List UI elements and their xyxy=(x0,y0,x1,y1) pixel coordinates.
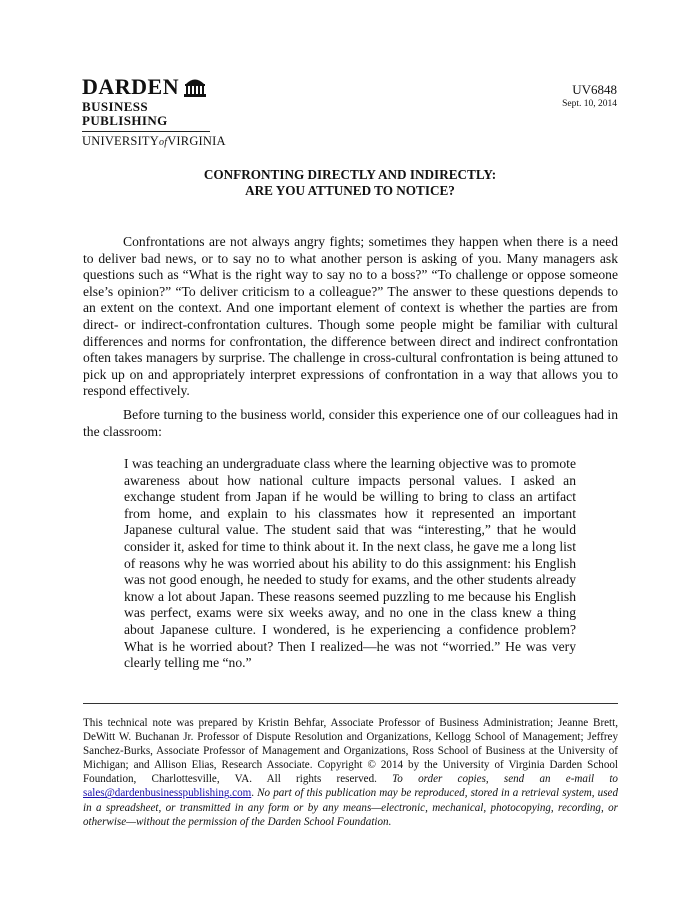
rotunda-icon xyxy=(183,75,207,97)
footnote-order-text: To order copies, send an e-mail to xyxy=(392,773,618,786)
darden-logo xyxy=(82,74,226,150)
document-title-line2: ARE YOU ATTUNED TO NOTICE? xyxy=(245,183,455,198)
body-paragraph-1: Confrontations are not always angry fights; sometimes they happen when there is a need to deliver bad news, or to say no to what another person is asking of you. Many managers ask questions such as “What is the right way to say no to a boss?” “To challenge or oppose someone else’s opinion?” “To deliver criticism to a colleague?” The answer to these questions depends to an extent on the context. And one important element of context is whether the parties are from direct- or indirect-confrontation cultures. Though some people might be familiar with cultural differences and norms for confrontation, the difference between direct and indirect confrontation often takes managers by surprise. The challenge in cross-cultural confrontation is being attuned to pick up on and appropriately interpret expressions of confrontation in a way that allows you to respond effectively. xyxy=(83,234,618,399)
logo-university: UNIVERSITYofVIRGINIA xyxy=(82,134,226,148)
case-date: Sept. 10, 2014 xyxy=(562,99,617,109)
footnote-divider xyxy=(83,703,618,704)
logo-brand: DARDEN xyxy=(82,74,180,99)
logo-subtitle: BUSINESS PUBLISHING xyxy=(82,99,168,128)
footnote-text: This technical note was prepared by Kristin Behfar, Associate Professor of Business Administration; Jeanne Brett, DeWitt W. Buchanan Jr. Professor of Dispute Resolution and Organizations, Kellogg School of Management; Jeffrey Sanchez-Burks, Associate Professor of Management and Organizations, Ross School of Business at the University of Michigan; and Allison Elias, Research Associate. Copyright © 2014 by the University of Virginia Darden School Foundation, Charlottesville, VA. All rights reserved. xyxy=(83,717,618,786)
document-title-line1: CONFRONTING DIRECTLY AND INDIRECTLY: xyxy=(203,167,497,182)
body-paragraph-2: Before turning to the business world, consider this experience one of our colleagues had in the classroom: xyxy=(83,407,618,439)
logo-divider xyxy=(82,131,210,132)
case-number: UV6848 xyxy=(572,82,617,97)
email-link[interactable]: sales@dardenbusinesspublishing.com xyxy=(83,787,252,800)
footnote: This technical note was prepared by Kristin Behfar, Associate Professor of Business Administration; Jeanne Brett, DeWitt W. Buchanan Jr. Professor of Dispute Resolution and Organizations, Kellogg School of Management; Jeffrey Sanchez-Burks, Associate Professor of Management and Organizations, Ross School of Business at the University of Michigan; and Allison Elias, Research Associate. Copyright © 2014 by the University of Virginia Darden School Foundation, Charlottesville, VA. All rights reserved. To order copies, send an e-mail to sales@dardenbusinesspublishing.com. No part of this publication may be reproduced, stored in a retrieval system, used in a spreadsheet, or transmitted in any form or by any means—electronic, mechanical, photocopying, recording, or otherwise—without the permission of the Darden School Foundation. xyxy=(83,717,619,828)
footnote-rights-text: No part of this publication may be reproduced, stored in a retrieval system, used in a spreadsheet, or transmitted in any form or by any means—electronic, mechanical, photocopying, recording, or otherwise—without the permission of the Darden School Foundation. xyxy=(83,787,619,828)
block-quote: I was teaching an undergraduate class where the learning objective was to promote awareness about how national culture impacts personal values. I asked an exchange student from Japan if he would be willing to bring to class an artifact from home, and explain to his classmates how it represented an important Japanese cultural value. The student said that was “interesting,” that he would consider it, asked for time to think about it. In the next class, he gave me a long list of reasons why he was worried about his ability to do this assignment: his English was not good enough, he needed to study for exams, and the other students already know a lot about Japan. These reasons seemed puzzling to me because his English was perfect, exams were six weeks away, and no one in the class knew a thing about Japanese culture. I wondered, is he experiencing a confidence problem? What is he worried about? Then I realized—he was not “worried.” He was very clearly telling me “no.” xyxy=(124,456,576,671)
